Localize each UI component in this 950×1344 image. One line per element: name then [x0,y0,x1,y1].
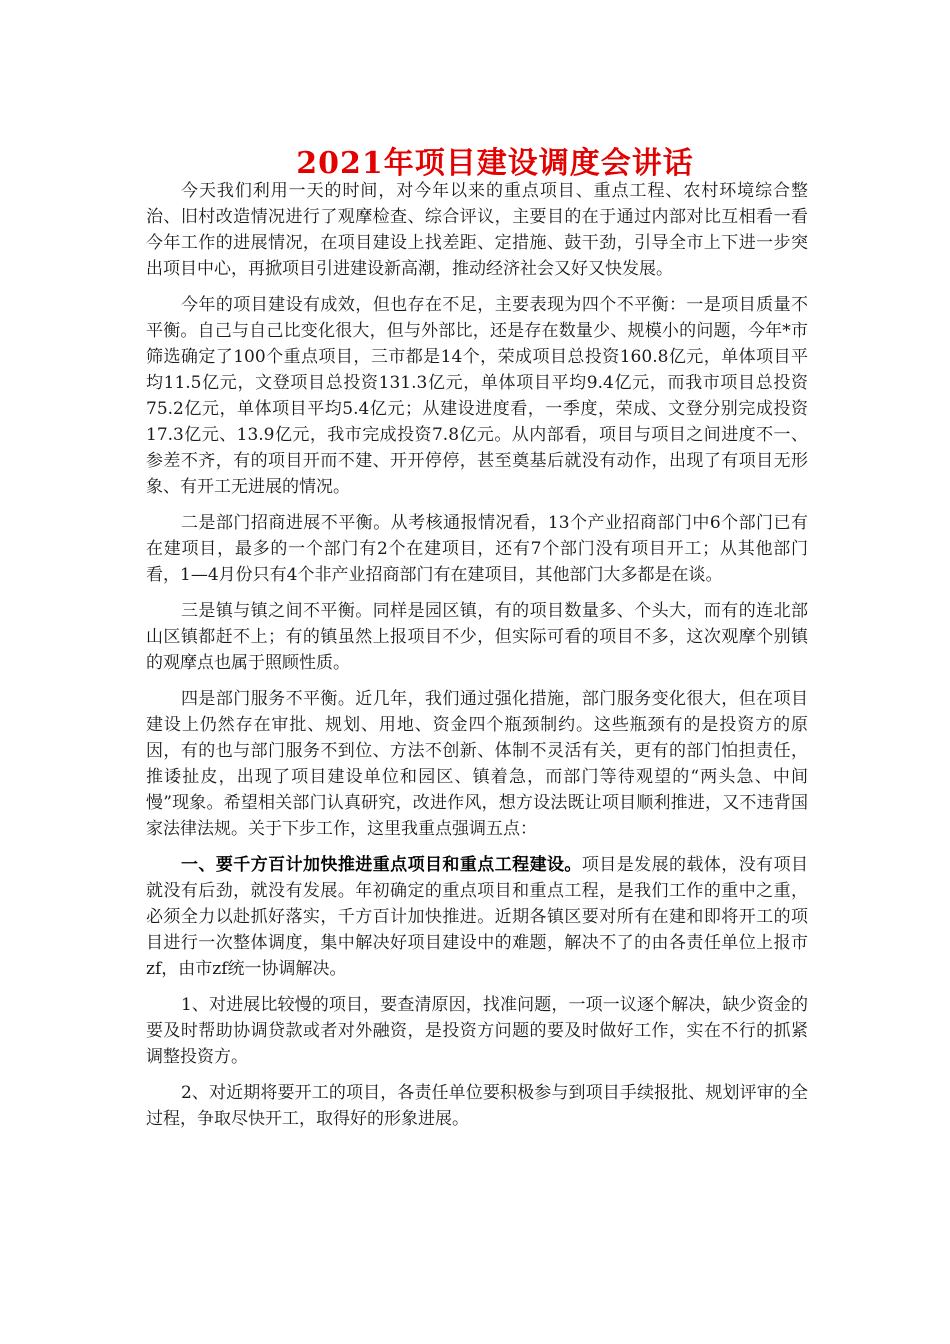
point-one-text: 项目是发展的载体，没有项目就没有后劲，就没有发展。年初确定的重点项目和重点工程，是我们工作的重中之重，必须全力以赴抓好落实，千方百计加快推进。近期各镇区要对所有在建和即将开工的项目进行一次整体调度，集中解决好项目建设中的难题，解决不了的由各责任单位上报市zf，由市zf统一协调解决。 [146,855,809,979]
document-body [146,178,808,1142]
paragraph-imbalance-project-quality: 今年的项目建设有成效，但也存在不足，主要表现为四个不平衡：一是项目质量不平衡。自己与自己比变化很大，但与外部比，还是存在数量少、规模小的问题，今年*市筛选确定了100个重点项目，三市都是14个，荣成项目总投资160.8亿元，单体项目平均11.5亿元，文登项目总投资131.3亿元，单体项目平均9.4亿元，而我市项目总投资75.2亿元，单体项目平均5.4亿元；从建设进度看，一季度，荣成、文登分别完成投资17.3亿元、13.9亿元，我市完成投资7.8亿元。从内部看，项目与项目之间进度不一、参差不齐，有的项目开而不建、开开停停，甚至奠基后就没有动作，出现了有项目无形象、有开工无进展的情况。 [146,295,808,497]
paragraph-item-1: 1、对进展比较慢的项目，要查清原因，找准问题，一项一议逐个解决，缺少资金的要及时帮助协调贷款或者对外融资，是投资方问题的要及时做好工作，实在不行的抓紧调整投资方。 [146,995,808,1067]
point-one-heading: 一、要千方百计加快推进重点项目和重点工程建设。 [181,855,582,875]
paragraph-imbalance-towns: 三是镇与镇之间不平衡。同样是园区镇，有的项目数量多、个头大，而有的连北部山区镇都赶不上；有的镇虽然上报项目不少，但实际可看的项目不多，这次观摩个别镇的观摩点也属于照顾性质。 [146,601,808,673]
paragraph-imbalance-department-service: 四是部门服务不平衡。近几年，我们通过强化措施，部门服务变化很大，但在项目建设上仍然存在审批、规划、用地、资金四个瓶颈制约。这些瓶颈有的是投资方的原因，有的也与部门服务不到位、方法不创新、体制不灵活有关，更有的部门怕担责任，推诿扯皮，出现了项目建设单位和园区、镇着急，而部门等待观望的“两头急、中间慢”现象。希望相关部门认真研究，改进作风，想方设法既让项目顺利推进，又不违背国家法律法规。关于下步工作，这里我重点强调五点： [146,689,808,839]
paragraph-opening: 今天我们利用一天的时间，对今年以来的重点项目、重点工程、农村环境综合整治、旧村改造情况进行了观摩检查、综合评议，主要目的在于通过内部对比互相看一看今年工作的进展情况，在项目建设上找差距、定措施、鼓干劲，引导全市上下进一步突出项目中心，再掀项目引进建设新高潮，推动经济社会又好又快发展。 [146,181,808,279]
document-title: 2021年项目建设调度会讲话 [296,146,694,181]
paragraph-imbalance-department-investment: 二是部门招商进展不平衡。从考核通报情况看，13个产业招商部门中6个部门已有在建项目，最多的一个部门有2个在建项目，还有7个部门没有项目开工；从其他部门看，1—4月份只有4个非产业招商部门有在建项目，其他部门大多都是在谈。 [146,513,808,585]
paragraph-item-2: 2、对近期将要开工的项目，各责任单位要积极参与到项目手续报批、规划评审的全过程，争取尽快开工，取得好的形象进展。 [146,1083,808,1129]
paragraph-point-one [146,852,808,982]
